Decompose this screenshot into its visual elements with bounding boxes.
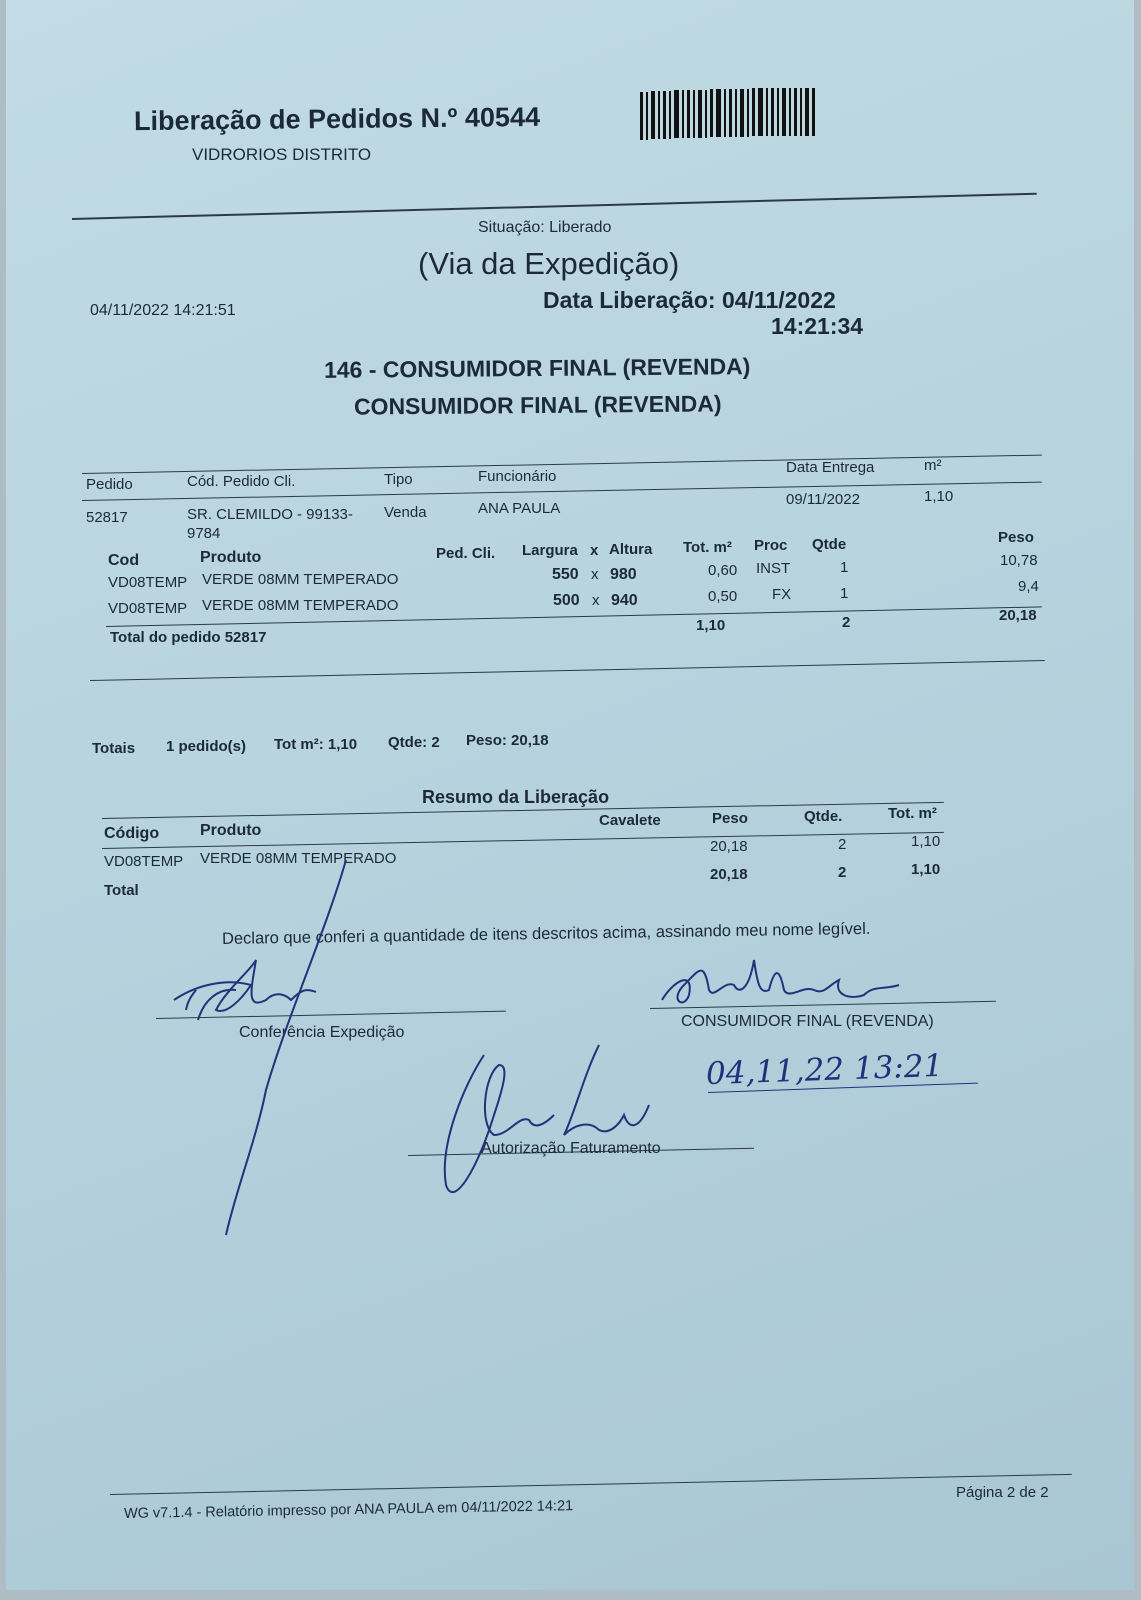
item-x: x bbox=[592, 592, 600, 609]
resumo-produto: VERDE 08MM TEMPERADO bbox=[200, 850, 397, 867]
items-col-cod: Cod bbox=[108, 552, 140, 569]
order-data-entrega: 09/11/2022 bbox=[786, 491, 860, 508]
col-pedido: Pedido bbox=[86, 476, 133, 493]
via-title: (Via da Expedição) bbox=[418, 246, 680, 281]
report-title: Liberação de Pedidos N.º 40544 bbox=[133, 101, 541, 137]
order-funcionario: ANA PAULA bbox=[478, 500, 561, 517]
data-liberacao-time: 14:21:34 bbox=[771, 313, 864, 339]
totals-m2: Tot m²: 1,10 bbox=[274, 736, 358, 753]
divider bbox=[82, 455, 1042, 474]
handwritten-date: 04,11,22 13:21 bbox=[705, 1047, 944, 1093]
items-col-ped-cli: Ped. Cli. bbox=[436, 545, 496, 562]
totals-pedidos: 1 pedido(s) bbox=[166, 738, 247, 755]
item-cod: VD08TEMP bbox=[108, 600, 188, 617]
item-altura: 940 bbox=[611, 592, 638, 609]
resumo-col-tot-m2: Tot. m² bbox=[888, 805, 937, 822]
item-largura: 550 bbox=[552, 566, 579, 583]
item-produto: VERDE 08MM TEMPERADO bbox=[202, 597, 399, 614]
order-m2: 1,10 bbox=[924, 488, 954, 505]
consumidor-label: CONSUMIDOR FINAL (REVENDA) bbox=[681, 1013, 934, 1030]
totals-peso: Peso: 20,18 bbox=[466, 732, 549, 749]
item-qtde: 1 bbox=[840, 585, 849, 602]
items-col-altura: Altura bbox=[609, 541, 653, 558]
item-altura: 980 bbox=[610, 566, 637, 583]
barcode-image bbox=[640, 88, 816, 142]
divider bbox=[90, 660, 1045, 681]
resumo-col-peso: Peso bbox=[712, 810, 748, 827]
resumo-qtde: 2 bbox=[838, 836, 847, 853]
order-cod-pedido-cli: SR. CLEMILDO - 99133- bbox=[187, 506, 353, 523]
order-total-qtde: 2 bbox=[842, 614, 851, 631]
items-col-produto: Produto bbox=[200, 549, 262, 566]
item-peso: 10,78 bbox=[1000, 552, 1038, 569]
items-col-peso: Peso bbox=[998, 529, 1034, 546]
items-col-x: x bbox=[590, 542, 599, 559]
item-tot-m2: 0,60 bbox=[708, 562, 738, 579]
resumo-col-cavalete: Cavalete bbox=[599, 812, 661, 829]
totals-label: Totais bbox=[92, 740, 136, 757]
order-total-label: Total do pedido 52817 bbox=[110, 629, 267, 646]
item-peso: 9,4 bbox=[1018, 578, 1039, 595]
resumo-total-m2: 1,10 bbox=[911, 861, 941, 878]
items-col-tot-m2: Tot. m² bbox=[683, 539, 732, 556]
declaration-text: Declaro que conferi a quantidade de itens descritos acima, assinando meu nome legível. bbox=[221, 919, 871, 948]
resumo-total-peso: 20,18 bbox=[710, 866, 748, 883]
order-tipo: Venda bbox=[384, 504, 427, 521]
resumo-col-produto: Produto bbox=[200, 822, 262, 839]
col-tipo: Tipo bbox=[384, 471, 413, 488]
resumo-total-qtde: 2 bbox=[838, 864, 847, 881]
signature-consumidor-image bbox=[654, 940, 914, 1020]
item-produto: VERDE 08MM TEMPERADO bbox=[202, 571, 399, 588]
item-largura: 500 bbox=[553, 592, 580, 609]
document-page bbox=[6, 0, 1134, 1590]
client-name-1: 146 - CONSUMIDOR FINAL (REVENDA) bbox=[323, 353, 751, 383]
col-m2: m² bbox=[924, 457, 942, 474]
company-name: VIDRORIOS DISTRITO bbox=[192, 145, 372, 164]
divider bbox=[110, 1474, 1072, 1495]
data-liberacao: Data Liberação: 04/11/2022 bbox=[543, 287, 836, 313]
signature-autorizacao-image bbox=[424, 1035, 664, 1205]
resumo-title: Resumo da Liberação bbox=[422, 787, 610, 807]
autorizacao-label: Autorização Faturamento bbox=[481, 1140, 661, 1157]
resumo-total-label: Total bbox=[104, 882, 139, 899]
items-col-proc: Proc bbox=[754, 537, 788, 554]
print-datetime: 04/11/2022 14:21:51 bbox=[90, 302, 236, 319]
order-total-m2: 1,10 bbox=[696, 617, 726, 634]
resumo-codigo: VD08TEMP bbox=[104, 853, 184, 870]
item-tot-m2: 0,50 bbox=[708, 588, 738, 605]
col-cod-pedido-cli: Cód. Pedido Cli. bbox=[187, 473, 296, 490]
conferencia-label: Conferência Expedição bbox=[239, 1024, 405, 1041]
col-funcionario: Funcionário bbox=[478, 468, 557, 485]
resumo-col-codigo: Código bbox=[104, 825, 160, 842]
items-col-largura: Largura bbox=[522, 542, 578, 559]
page-number: Página 2 de 2 bbox=[956, 1484, 1049, 1501]
items-col-qtde: Qtde bbox=[812, 536, 847, 553]
client-name-2: CONSUMIDOR FINAL (REVENDA) bbox=[353, 390, 722, 420]
order-total-peso: 20,18 bbox=[999, 607, 1037, 624]
col-data-entrega: Data Entrega bbox=[786, 459, 875, 476]
order-pedido: 52817 bbox=[86, 509, 128, 526]
footer-printed-by: WG v7.1.4 - Relatório impresso por ANA PAULA em 04/11/2022 14:21 bbox=[123, 1498, 574, 1522]
resumo-peso: 20,18 bbox=[710, 838, 748, 855]
totals-qtde: Qtde: 2 bbox=[388, 734, 440, 751]
item-proc: FX bbox=[772, 586, 792, 603]
item-qtde: 1 bbox=[840, 559, 849, 576]
resumo-tot-m2: 1,10 bbox=[911, 833, 941, 850]
divider bbox=[72, 193, 1037, 220]
order-cod-pedido-cli-cont: 9784 bbox=[187, 525, 221, 542]
item-x: x bbox=[591, 566, 599, 583]
situacao-text: Situação: Liberado bbox=[478, 219, 612, 236]
resumo-col-qtde: Qtde. bbox=[804, 808, 843, 825]
item-proc: INST bbox=[756, 560, 791, 577]
item-cod: VD08TEMP bbox=[108, 574, 188, 591]
signature-conferencia-image bbox=[156, 850, 386, 1240]
